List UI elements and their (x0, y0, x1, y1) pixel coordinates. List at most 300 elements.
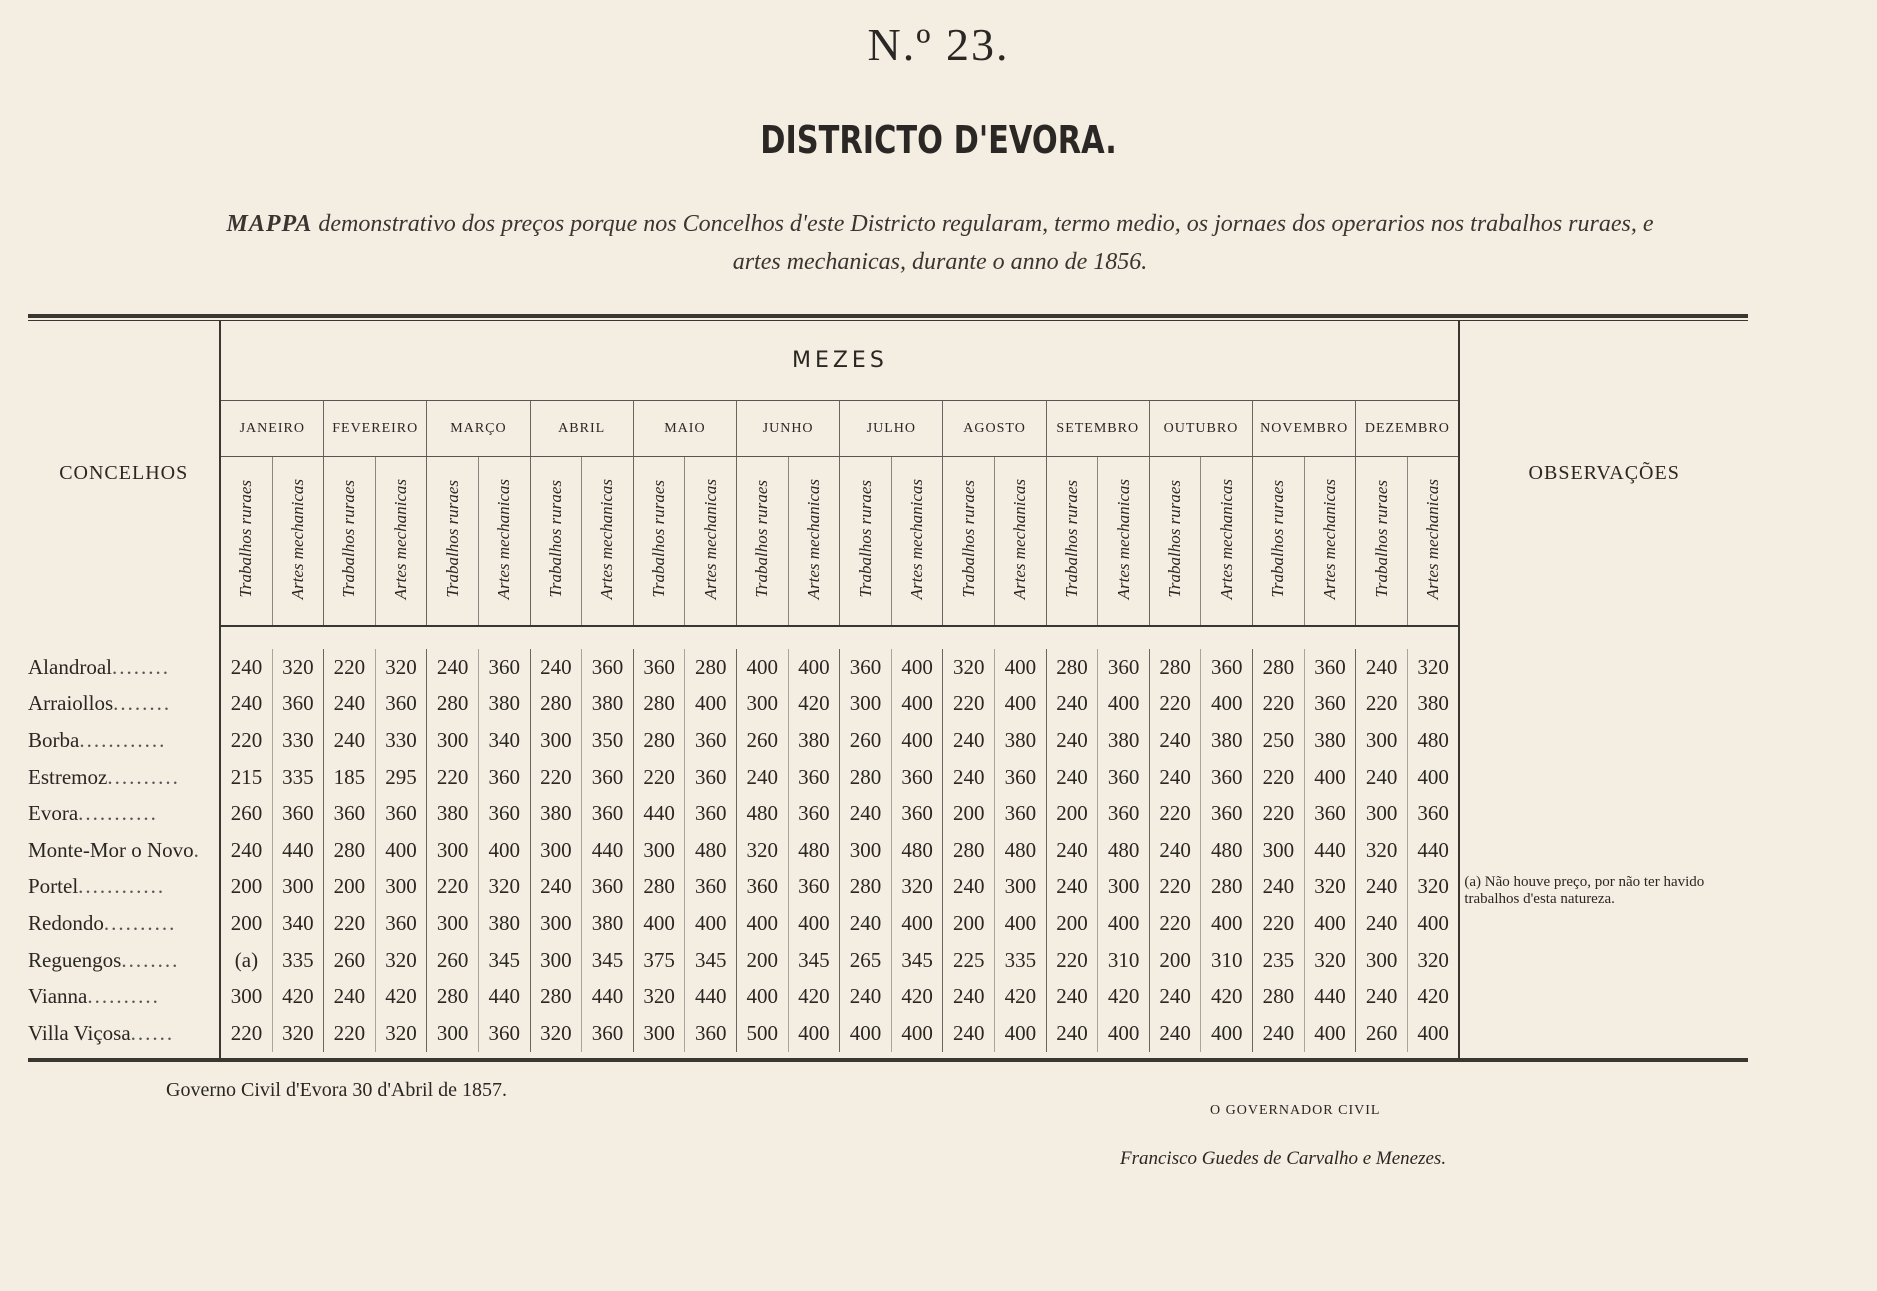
wage-cell: 200 (220, 905, 272, 942)
concelho-label: Vianna (28, 984, 88, 1009)
wage-cell: 440 (1304, 978, 1356, 1015)
wage-cell: 300 (427, 905, 479, 942)
wage-cell: 280 (1149, 649, 1201, 686)
wage-cell: 360 (272, 686, 324, 723)
wage-cell: 240 (1046, 722, 1098, 759)
wage-cell: 440 (685, 978, 737, 1015)
wage-cell: 480 (737, 795, 789, 832)
leader-dots: .......... (107, 764, 180, 789)
table-bottom-rule (28, 1058, 1748, 1062)
wage-cell: 200 (1046, 795, 1098, 832)
wage-cell: 320 (737, 832, 789, 869)
wage-cell: 265 (840, 942, 892, 979)
wage-cell: 235 (1253, 942, 1305, 979)
vertical-label: Trabalhos ruraes (1165, 480, 1185, 598)
wage-cell: 220 (324, 649, 376, 686)
wage-cell: 310 (1201, 942, 1253, 979)
wage-cell: 220 (1253, 686, 1305, 723)
wage-cell: 320 (530, 1015, 582, 1052)
wage-cell: 240 (324, 978, 376, 1015)
wage-cell: 400 (737, 978, 789, 1015)
concelho-name (28, 686, 220, 723)
wage-cell: 260 (220, 795, 272, 832)
vertical-label: Trabalhos ruraes (236, 480, 256, 598)
wage-cell: 240 (324, 686, 376, 723)
mechanical-arts-header (1098, 457, 1150, 627)
wage-cell: 360 (1304, 795, 1356, 832)
wage-cell: 360 (891, 795, 943, 832)
wage-cell: 360 (995, 759, 1047, 796)
wage-cell: 240 (427, 649, 479, 686)
wage-cell: 380 (995, 722, 1047, 759)
wage-cell: 375 (633, 942, 685, 979)
wages-table (28, 320, 1748, 1060)
wage-cell: 240 (1253, 1015, 1305, 1052)
wage-cell: 380 (788, 722, 840, 759)
rural-work-header (1253, 457, 1305, 627)
wage-cell: 420 (788, 978, 840, 1015)
wage-cell: 240 (943, 722, 995, 759)
wage-cell: 240 (1046, 978, 1098, 1015)
month-header: SETEMBRO (1046, 401, 1149, 457)
wage-cell: 350 (582, 722, 634, 759)
wage-cell: 300 (530, 942, 582, 979)
wage-cell: 360 (1201, 759, 1253, 796)
signatory-title: O GOVERNADOR CIVIL (1210, 1103, 1381, 1118)
wage-cell: 240 (1356, 905, 1408, 942)
wage-cell: 320 (943, 649, 995, 686)
mechanical-arts-header (1304, 457, 1356, 627)
wage-cell: 380 (530, 795, 582, 832)
spacer-row (28, 626, 1748, 649)
wage-cell: 360 (478, 795, 530, 832)
mechanical-arts-header (891, 457, 943, 627)
vertical-label: Trabalhos ruraes (1268, 480, 1288, 598)
subtitle-lead: MAPPA (226, 211, 313, 237)
concelho-label: Borba (28, 727, 80, 752)
wage-cell: 400 (633, 905, 685, 942)
wage-cell: 400 (1201, 1015, 1253, 1052)
wage-cell: 400 (891, 649, 943, 686)
wage-cell: 185 (324, 759, 376, 796)
mechanical-arts-header (1407, 457, 1459, 627)
vertical-label: Trabalhos ruraes (339, 480, 359, 598)
wage-cell: 240 (1356, 759, 1408, 796)
wage-cell: 220 (1046, 942, 1098, 979)
wage-cell: 400 (788, 649, 840, 686)
wage-cell: 240 (840, 978, 892, 1015)
wage-cell: 280 (324, 832, 376, 869)
rural-work-header (1356, 457, 1408, 627)
wage-cell: 420 (1201, 978, 1253, 1015)
wage-cell: 360 (478, 1015, 530, 1052)
wage-cell: 380 (1201, 722, 1253, 759)
wage-cell: 280 (633, 686, 685, 723)
wage-cell: 280 (840, 759, 892, 796)
wage-cell: 420 (891, 978, 943, 1015)
wage-cell: 300 (427, 832, 479, 869)
wage-cell: 440 (1304, 832, 1356, 869)
wage-cell: 345 (582, 942, 634, 979)
wage-cell: 345 (891, 942, 943, 979)
wage-cell: 400 (478, 832, 530, 869)
rural-work-header (1046, 457, 1098, 627)
wage-cell: 360 (582, 869, 634, 906)
concelho-name (28, 869, 220, 906)
mechanical-arts-header (375, 457, 427, 627)
wage-cell: 280 (840, 869, 892, 906)
wage-cell: 440 (272, 832, 324, 869)
wage-cell: 360 (840, 649, 892, 686)
vertical-label: Artes mechanicas (1216, 478, 1236, 600)
wage-cell: 300 (272, 869, 324, 906)
concelho-name (28, 759, 220, 796)
wage-cell: 440 (478, 978, 530, 1015)
wage-cell: 240 (840, 795, 892, 832)
month-header: MARÇO (427, 401, 530, 457)
wage-cell: 360 (1098, 795, 1150, 832)
wage-cell: 240 (220, 649, 272, 686)
wage-cell: 360 (685, 869, 737, 906)
concelho-name (28, 722, 220, 759)
concelho-name (28, 942, 220, 979)
concelho-name (28, 832, 220, 869)
wage-cell: 420 (272, 978, 324, 1015)
wage-cell: 320 (272, 1015, 324, 1052)
concelho-name (28, 1015, 220, 1052)
wage-cell: 280 (1201, 869, 1253, 906)
wage-cell: 480 (685, 832, 737, 869)
mechanical-arts-header (685, 457, 737, 627)
wage-cell: 360 (478, 649, 530, 686)
wage-cell: 200 (943, 905, 995, 942)
wage-cell: 220 (1253, 759, 1305, 796)
wage-cell: 240 (1149, 759, 1201, 796)
wage-cell: 250 (1253, 722, 1305, 759)
wage-cell: 440 (633, 795, 685, 832)
wage-cell: 360 (685, 795, 737, 832)
wage-cell: 345 (788, 942, 840, 979)
wage-cell: 320 (375, 649, 427, 686)
wage-cell: 220 (1149, 869, 1201, 906)
wage-cell: 345 (685, 942, 737, 979)
wage-cell: 260 (840, 722, 892, 759)
rural-work-header (943, 457, 995, 627)
wage-cell: 400 (995, 905, 1047, 942)
wage-cell: 300 (840, 832, 892, 869)
wage-cell: 380 (582, 905, 634, 942)
leader-dots: ...... (130, 1020, 175, 1045)
mezes-header: MEZES (220, 320, 1459, 401)
wage-cell: 320 (478, 869, 530, 906)
wage-cell: 240 (1149, 1015, 1201, 1052)
wage-cell: 320 (1407, 942, 1459, 979)
concelho-name (28, 795, 220, 832)
wage-cell: 440 (582, 978, 634, 1015)
rural-work-header (840, 457, 892, 627)
wage-cell: 360 (324, 795, 376, 832)
page-number: N.º 23. (867, 19, 1010, 70)
wage-cell: 360 (1098, 759, 1150, 796)
wage-cell: 300 (840, 686, 892, 723)
wage-cell: 420 (995, 978, 1047, 1015)
wage-cell: 280 (530, 686, 582, 723)
vertical-label: Artes mechanicas (391, 478, 411, 600)
month-header: OUTUBRO (1149, 401, 1252, 457)
wage-cell: 335 (272, 942, 324, 979)
wage-cell: 300 (1356, 795, 1408, 832)
wage-cell: 300 (1098, 869, 1150, 906)
vertical-label: Artes mechanicas (597, 478, 617, 600)
wage-cell: 200 (324, 869, 376, 906)
concelho-label: Evora (28, 801, 79, 826)
month-header: JANEIRO (220, 401, 323, 457)
wage-cell: 340 (478, 722, 530, 759)
wage-cell: 240 (1356, 869, 1408, 906)
vertical-label: Trabalhos ruraes (649, 480, 669, 598)
wage-cell: 220 (943, 686, 995, 723)
rural-work-header (737, 457, 789, 627)
wage-cell: 225 (943, 942, 995, 979)
wage-cell: 320 (1356, 832, 1408, 869)
wage-cell: 280 (633, 722, 685, 759)
subtitle-line-2: artes mechanicas, durante o anno de 1856. (732, 249, 1148, 275)
wage-cell: 330 (375, 722, 427, 759)
wage-cell: 360 (1201, 795, 1253, 832)
vertical-label: Trabalhos ruraes (442, 480, 462, 598)
district-title: DISTRICTO D'EVORA. (760, 118, 1117, 162)
wage-cell: 380 (1098, 722, 1150, 759)
month-header: JUNHO (737, 401, 840, 457)
observation-note: (a) Não houve preço, por não ter havido trabalhos d'esta natureza. (1464, 874, 1705, 907)
wage-cell: 300 (375, 869, 427, 906)
vertical-label: Artes mechanicas (1010, 478, 1030, 600)
table-body (28, 626, 1748, 1060)
wage-cell: 240 (943, 869, 995, 906)
wage-cell: 340 (272, 905, 324, 942)
wage-cell: 420 (788, 686, 840, 723)
signatory-name: Francisco Guedes de Carvalho e Menezes. (1120, 1148, 1447, 1169)
wage-cell: 240 (324, 722, 376, 759)
wage-cell: 440 (1407, 832, 1459, 869)
wage-cell: 360 (685, 722, 737, 759)
wage-cell: 380 (478, 905, 530, 942)
leader-dots: ........... (78, 801, 158, 826)
wage-cell: 220 (1149, 795, 1201, 832)
wage-cell: 400 (1304, 759, 1356, 796)
wage-cell: 300 (1356, 942, 1408, 979)
wage-cell: 400 (1407, 1015, 1459, 1052)
wage-cell: 220 (530, 759, 582, 796)
wage-cell: 400 (1098, 905, 1150, 942)
mechanical-arts-header (272, 457, 324, 627)
concelho-label: Alandroal (28, 654, 112, 679)
wage-cell: 220 (1253, 795, 1305, 832)
footer-place-date: Governo Civil d'Evora 30 d'Abril de 1857. (166, 1079, 508, 1101)
concelho-label: Reguengos (28, 947, 122, 972)
wage-cell: 420 (1098, 978, 1150, 1015)
wage-cell: 400 (1407, 905, 1459, 942)
wage-cell: 240 (840, 905, 892, 942)
wage-cell: 380 (1407, 686, 1459, 723)
wage-cell: 220 (324, 1015, 376, 1052)
month-header: ABRIL (530, 401, 633, 457)
concelhos-header: CONCELHOS (28, 320, 220, 626)
wage-cell: 300 (633, 832, 685, 869)
wage-cell: 360 (788, 869, 840, 906)
table-subtitle (60, 205, 1820, 281)
wage-cell: 400 (737, 905, 789, 942)
wage-cell: 280 (427, 978, 479, 1015)
wage-cell: 215 (220, 759, 272, 796)
rural-work-header (1149, 457, 1201, 627)
wage-cell: 480 (995, 832, 1047, 869)
wage-cell: 400 (891, 722, 943, 759)
month-header: DEZEMBRO (1356, 401, 1460, 457)
mechanical-arts-header (995, 457, 1047, 627)
wage-cell: 320 (375, 942, 427, 979)
vertical-label: Trabalhos ruraes (1061, 480, 1081, 598)
observacoes-header: OBSERVAÇÕES (1459, 320, 1748, 626)
wage-cell: 380 (478, 686, 530, 723)
wage-cell: 360 (478, 759, 530, 796)
mechanical-arts-header (478, 457, 530, 627)
wage-cell: 480 (788, 832, 840, 869)
wage-cell: 360 (685, 759, 737, 796)
wage-cell: 400 (891, 905, 943, 942)
wage-cell: 240 (1149, 722, 1201, 759)
vertical-label: Trabalhos ruraes (545, 480, 565, 598)
wage-cell: 400 (1407, 759, 1459, 796)
wage-cell: 420 (1407, 978, 1459, 1015)
vertical-label: Trabalhos ruraes (855, 480, 875, 598)
wage-cell: 360 (1407, 795, 1459, 832)
wage-cell: 220 (1149, 686, 1201, 723)
wage-cell: 300 (995, 869, 1047, 906)
vertical-label: Artes mechanicas (494, 478, 514, 600)
wage-cell: 400 (1098, 1015, 1150, 1052)
wage-cell: 400 (788, 905, 840, 942)
wage-cell: 240 (943, 978, 995, 1015)
wage-cell: 280 (1253, 978, 1305, 1015)
leader-dots: .......... (87, 984, 160, 1009)
wage-cell: 400 (891, 1015, 943, 1052)
wage-cell: 240 (1149, 978, 1201, 1015)
wage-cell: 320 (375, 1015, 427, 1052)
wage-cell: 220 (1356, 686, 1408, 723)
vertical-label: Artes mechanicas (700, 478, 720, 600)
wage-cell: 335 (995, 942, 1047, 979)
mechanical-arts-header (582, 457, 634, 627)
wage-cell: 220 (427, 759, 479, 796)
wage-cell: 260 (427, 942, 479, 979)
wage-cell: 300 (530, 722, 582, 759)
observations-cell (1459, 626, 1748, 1060)
wage-cell: 260 (324, 942, 376, 979)
wage-cell: 220 (324, 905, 376, 942)
wage-cell: 310 (1098, 942, 1150, 979)
leader-dots: ........ (113, 691, 172, 716)
wage-cell: 300 (530, 832, 582, 869)
wage-cell: 200 (1046, 905, 1098, 942)
wage-cell: 320 (272, 649, 324, 686)
wage-cell: 360 (375, 686, 427, 723)
wage-cell: 280 (943, 832, 995, 869)
wage-cell: 300 (737, 686, 789, 723)
wage-cell: 380 (1304, 722, 1356, 759)
wage-cell: 240 (1046, 1015, 1098, 1052)
wage-cell: 360 (272, 795, 324, 832)
wage-cell: 400 (1304, 905, 1356, 942)
wage-cell: 300 (633, 1015, 685, 1052)
concelho-label: Portel (28, 874, 79, 899)
wage-cell: 240 (220, 686, 272, 723)
vertical-label: Trabalhos ruraes (752, 480, 772, 598)
wage-cell: 240 (737, 759, 789, 796)
wage-cell: 260 (737, 722, 789, 759)
wage-cell: 320 (891, 869, 943, 906)
wage-cell: 280 (427, 686, 479, 723)
wage-cell: 240 (1046, 832, 1098, 869)
wage-cell: 400 (891, 686, 943, 723)
wage-cell: 280 (530, 978, 582, 1015)
wage-cell: 360 (685, 1015, 737, 1052)
wage-cell: 400 (1098, 686, 1150, 723)
wage-cell: 335 (272, 759, 324, 796)
wage-cell: 480 (891, 832, 943, 869)
mechanical-arts-header (1201, 457, 1253, 627)
wage-cell: 200 (220, 869, 272, 906)
wage-cell: 220 (633, 759, 685, 796)
wage-cell: 360 (1304, 686, 1356, 723)
wage-cell: 240 (530, 869, 582, 906)
wage-cell: 320 (1304, 869, 1356, 906)
wage-cell: 480 (1201, 832, 1253, 869)
rural-work-header (530, 457, 582, 627)
wage-cell: 200 (943, 795, 995, 832)
month-header: JULHO (840, 401, 943, 457)
wage-cell: 300 (220, 978, 272, 1015)
wage-cell: 440 (582, 832, 634, 869)
wage-cell: 295 (375, 759, 427, 796)
wage-cell: 420 (375, 978, 427, 1015)
wage-cell: 280 (1253, 649, 1305, 686)
wage-cell: 400 (1201, 686, 1253, 723)
wage-cell: 220 (220, 1015, 272, 1052)
vertical-label: Artes mechanicas (287, 478, 307, 600)
concelho-name (28, 649, 220, 686)
wage-cell: (a) (220, 942, 272, 979)
vertical-label: Artes mechanicas (803, 478, 823, 600)
wage-cell: 345 (478, 942, 530, 979)
wage-cell: 300 (427, 1015, 479, 1052)
leader-dots: ............ (79, 727, 167, 752)
month-header: MAIO (633, 401, 736, 457)
wage-cell: 380 (582, 686, 634, 723)
rural-work-header (427, 457, 479, 627)
wage-cell: 400 (1201, 905, 1253, 942)
wage-cell: 300 (427, 722, 479, 759)
concelho-name (28, 905, 220, 942)
vertical-label: Artes mechanicas (1320, 478, 1339, 600)
wage-cell: 380 (427, 795, 479, 832)
wage-cell: 360 (582, 649, 634, 686)
leader-dots: . (193, 837, 201, 862)
vertical-label: Artes mechanicas (1113, 478, 1133, 600)
wage-cell: 220 (1253, 905, 1305, 942)
vertical-label: Trabalhos ruraes (1371, 480, 1391, 598)
wage-cell: 240 (530, 649, 582, 686)
